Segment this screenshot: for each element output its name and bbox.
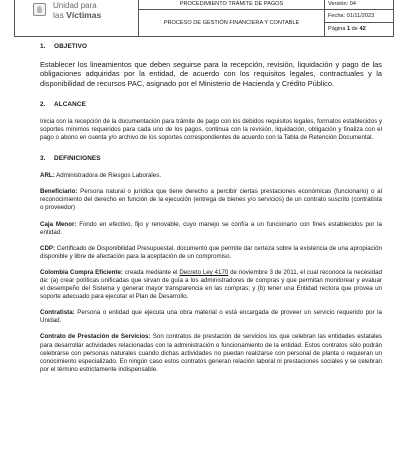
decreto-ley-link[interactable]: Decreto Ley 4170 (179, 268, 229, 276)
definition-colombia-compra-eficiente: Colombia Compra Eficiente: creada mediante el Decreto Ley 4170 de noviembre 3 de 2011, el cual reconoce la necesidad de: (a) crear políticas unificadas que sirvan de guía a los administradores de compras y que permitan monitorear y evaluar el desempeño del Sistema y generar mayor transparencia en las compras; y (b) tener una Entidad rectora que provea un soporte adecuado para ejecutar el Plan de Desarrollo. (40, 268, 382, 301)
definition-contratista: Contratista: Persona o entidad que ejecuta una obra material o está encargada de proveer un servicio requerido por la Unidad. (40, 309, 382, 325)
page-number-label: Página 1 de 42 (328, 26, 366, 32)
definition-arl: ARL: Administradora de Riesgos Laborales. (40, 172, 162, 180)
version-label: Versión: 04 (325, 0, 394, 10)
definition-beneficiario: Beneficiario: Persona natural o jurídica que tiene derecho a percibir ciertas prestaciones económicas (funcionario) o al reconocimiento del derecho en función de la ejecución (entrega de bienes y/o servicios) de un contrato suscrito (contratista o proveedor) (40, 188, 382, 212)
section-heading-alcance: 2. ALCANCE (40, 100, 86, 108)
process-title: PROCESO DE GESTIÓN FINANCIERA Y CONTABLE (139, 10, 325, 36)
section-heading-definiciones: 3. DEFINICIONES (40, 155, 101, 163)
objetivo-paragraph: Establecer los lineamientos que deben seguirse para la recepción, revisión, liquidación y pago de las obligaciones adquiridas por la entidad, de acuerdo con los requisitos legales, contractuales y la disponibilidad de recursos PAC, asignado por el Ministerio de Hacienda y Crédito Público. (40, 60, 382, 88)
procedure-title: PROCEDIMIENTO TRÁMITE DE PAGOS (139, 0, 325, 10)
definition-cdp: CDP: Certificado de Disponibilidad Presupuestal, documento que permite dar certeza sobre la existencia de una apropiación disponible y libre de afectación para la aceptación de un compromiso. (40, 244, 382, 260)
coat-of-arms-icon (33, 3, 46, 16)
definition-caja-menor: Caja Menor: Fondo en efectivo, fijo y renovable, cuyo manejo se confía a un funcionario con fines establecidos por la entidad. (40, 220, 382, 236)
logo-text-line2: las Víctimas (53, 10, 102, 20)
document-header-table (14, 0, 394, 37)
logo-text-line1: Unidad para (53, 1, 97, 10)
alcance-paragraph: Inicia con la recepción de la documentación para trámite de pago con los debidos requisitos legales, formatos establecidos y soportes mínimos requeridos para cada uno de los pagos, continua con la revisión, liquidación, obligación y finaliza con el pago o abono en cuenta y/o archivo de los soportes correspondientes de acuerdo con la Tabla de Retención Documental. (40, 117, 382, 142)
definition-contrato-prestacion-servicios: Contrato de Prestación de Servicios: Son contratos de prestación de servicios los que celebran las entidades estatales para desarrollar actividades relacionadas con la administración o funcionamiento de la entidad. Estos contratos sólo podrán celebrarse con personas naturales cuando dichas actividades no puedan realizarse con personal de planta o requieran un conocimiento especializado. En ningún caso estos contratos generan relación laboral ni prestaciones sociales y se celebran por el término estrictamente indispensable. (40, 333, 382, 373)
section-heading-objetivo: 1. OBJETIVO (40, 43, 88, 50)
logo-cell (15, 0, 139, 36)
date-label: Fecha: 01/11/2023 (325, 10, 394, 23)
document-body (40, 43, 382, 374)
